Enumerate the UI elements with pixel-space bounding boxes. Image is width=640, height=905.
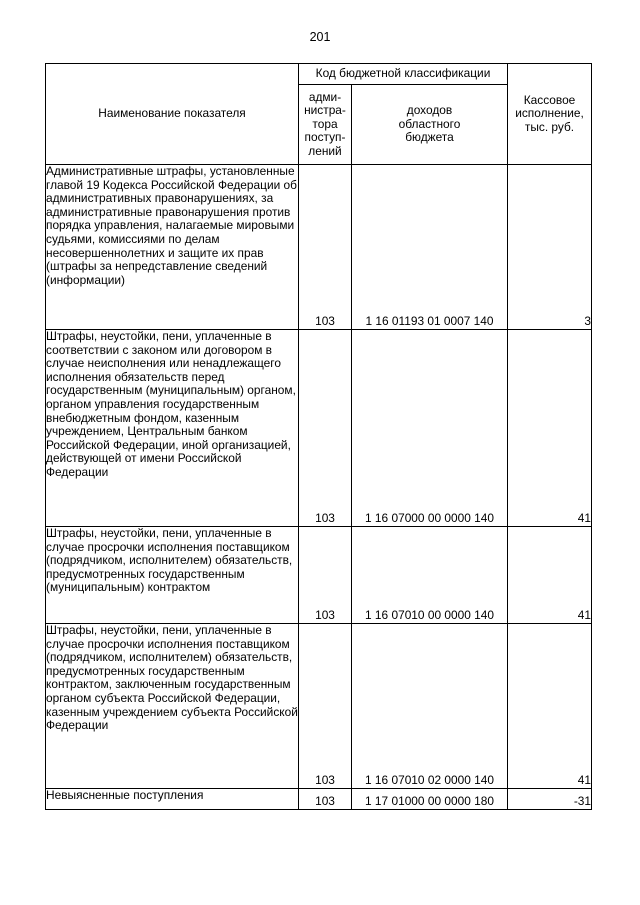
- row-admin-code: 103: [299, 527, 352, 624]
- row-admin-code: 103: [299, 165, 352, 330]
- header-budget-classification-code: Код бюджетной классификации: [299, 64, 508, 85]
- header-revenue-administrator: адми- нистра- тора поступ- лений: [299, 85, 352, 165]
- row-amount: 41: [508, 624, 592, 789]
- row-amount: 41: [508, 330, 592, 527]
- header-regional-budget-revenue: доходов областного бюджета: [352, 85, 508, 165]
- row-indicator-name: Штрафы, неустойки, пени, уплаченные в случае просрочки исполнения поставщиком (подрядчиком, исполнителем) обязательств, предусмотренных государственным контрактом, заключенным государственным органом субъекта Российской Федерации, казенным учреждением субъекта Российской Федерации: [46, 624, 299, 789]
- row-amount: -31: [508, 789, 592, 810]
- table-row: [46, 624, 592, 789]
- row-budget-code: 1 16 01193 01 0007 140: [352, 165, 508, 330]
- row-budget-code: 1 17 01000 00 0000 180: [352, 789, 508, 810]
- row-budget-code: 1 16 07000 00 0000 140: [352, 330, 508, 527]
- table-row: [46, 789, 592, 810]
- row-indicator-name: Штрафы, неустойки, пени, уплаченные в соответствии с законом или договором в случае неисполнения или ненадлежащего исполнения обязательств перед государственным (муниципальным) органом, органом управления государственным внебюджетным фондом, казенным учреждением, Центральным банком Российской Федерации, иной организацией, действующей от имени Российской Федерации: [46, 330, 299, 527]
- table-row: [46, 527, 592, 624]
- header-indicator-name: Наименование показателя: [46, 64, 299, 165]
- table-row: [46, 165, 592, 330]
- row-amount: 41: [508, 527, 592, 624]
- row-admin-code: 103: [299, 789, 352, 810]
- table-row: [46, 330, 592, 527]
- header-cash-execution: Кассовое исполнение, тыс. руб.: [508, 64, 592, 165]
- row-admin-code: 103: [299, 624, 352, 789]
- row-admin-code: 103: [299, 330, 352, 527]
- page-number: 201: [309, 30, 331, 44]
- row-budget-code: 1 16 07010 00 0000 140: [352, 527, 508, 624]
- budget-table: [45, 63, 592, 810]
- row-amount: 3: [508, 165, 592, 330]
- row-indicator-name: Административные штрафы, установленные главой 19 Кодекса Российской Федерации об административных правонарушениях, за административные правонарушения против порядка управления, налагаемые мировыми судьями, комиссиями по делам несовершеннолетних и защите их прав (штрафы за непредставление сведений (информации): [46, 165, 299, 330]
- row-indicator-name: Штрафы, неустойки, пени, уплаченные в случае просрочки исполнения поставщиком (подрядчиком, исполнителем) обязательств, предусмотренных государственным (муниципальным) контрактом: [46, 527, 299, 624]
- row-budget-code: 1 16 07010 02 0000 140: [352, 624, 508, 789]
- row-indicator-name: Невыясненные поступления: [46, 789, 299, 810]
